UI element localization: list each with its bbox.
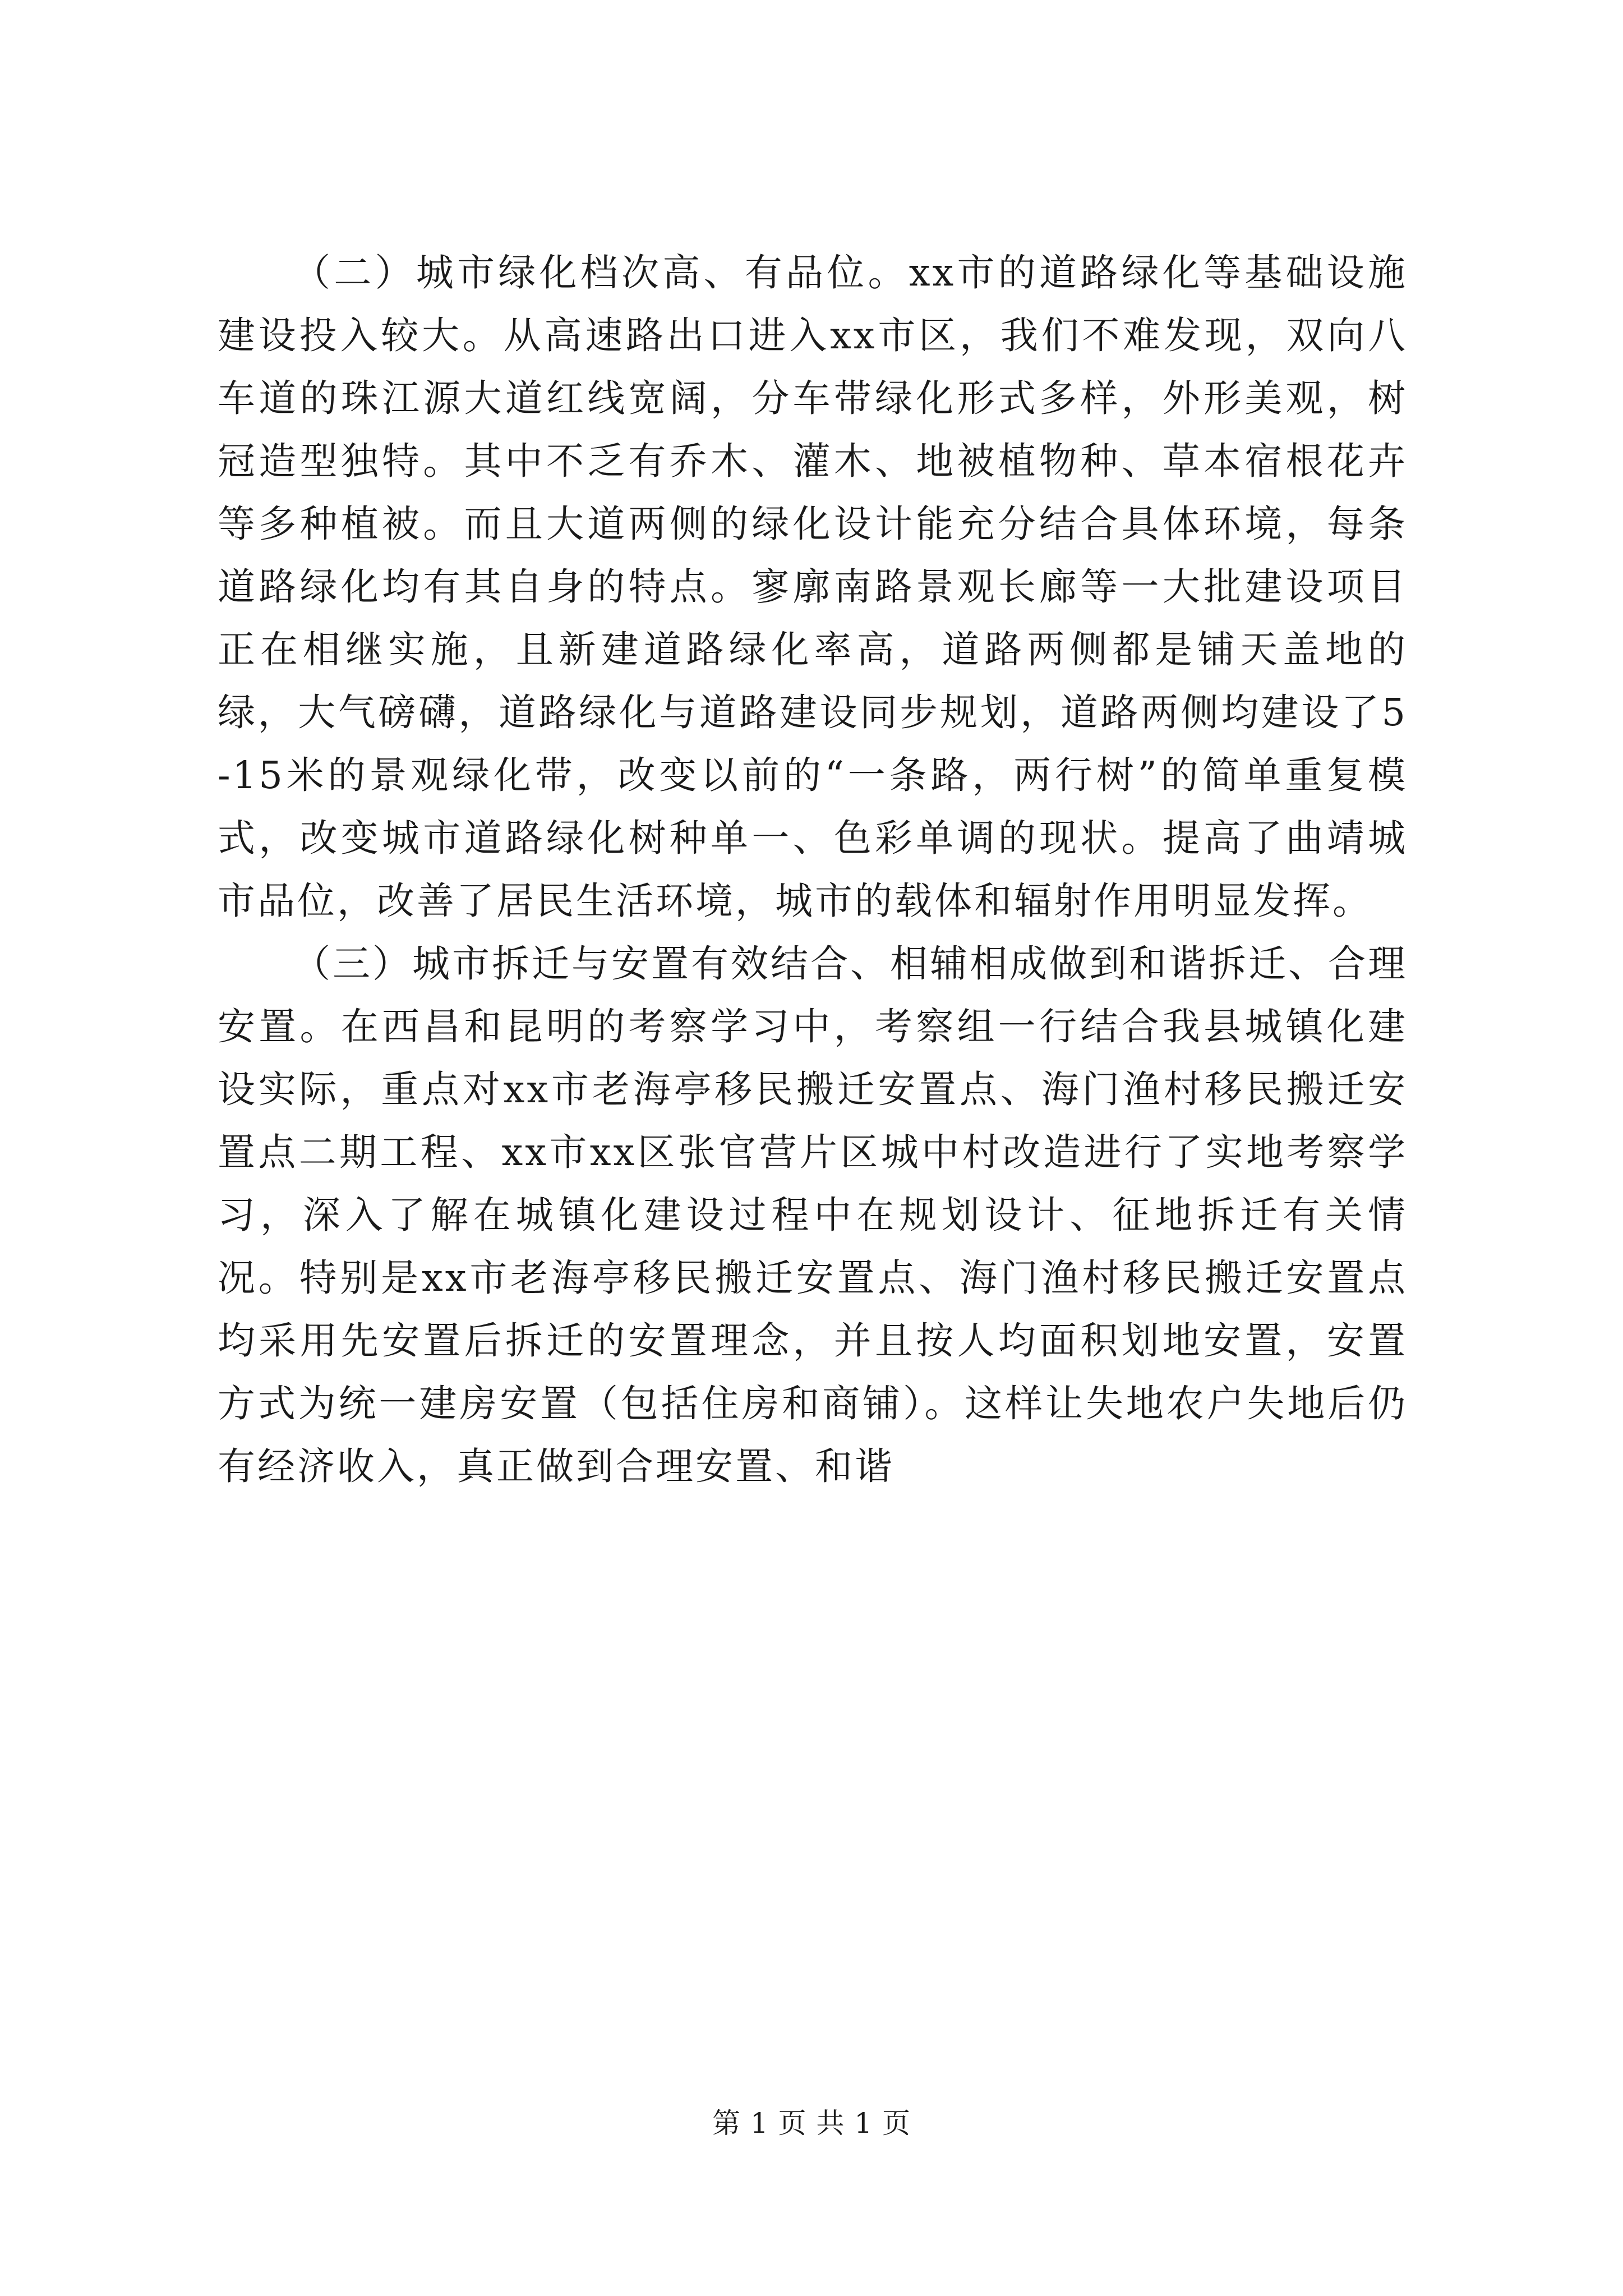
paragraph-demolition-resettlement: （三）城市拆迁与安置有效结合、相辅相成做到和谐拆迁、合理安置。在西昌和昆明的考察学习中，考察组一行结合我县城镇化建设实际，重点对xx市老海亭移民搬迁安置点、海门渔村移民搬迁安置点二期工程、xx市xx区张官营片区城中村改造进行了实地考察学习，深入了解在城镇化建设过程中在规划设计、征地拆迁有关情况。特别是xx市老海亭移民搬迁安置点、海门渔村移民搬迁安置点均采用先安置后拆迁的安置理念，并且按人均面积划地安置，安置方式为统一建房安置（包括住房和商铺）。这样让失地农户失地后仍有经济收入，真正做到合理安置、和谐 — [218, 942, 1408, 1488]
paragraph-urban-greening: （二）城市绿化档次高、有品位。xx市的道路绿化等基础设施建设投入较大。从高速路出口进入xx市区，我们不难发现，双向八车道的珠江源大道红线宽阔，分车带绿化形式多样，外形美观，树冠造型独特。其中不乏有乔木、灌木、地被植物种、草本宿根花卉等多种植被。而且大道两侧的绿化设计能充分结合具体环境，每条道路绿化均有其自身的特点。寥廓南路景观长廊等一大批建设项目正在相继实施，且新建道路绿化率高，道路两侧都是铺天盖地的绿，大气磅礴，道路绿化与道路建设同步规划，道路两侧均建设了5-15米的景观绿化带，改变以前的“一条路，两行树”的简单重复模式，改变城市道路绿化树种单一、色彩单调的现状。提高了曲靖城市品位，改善了居民生活环境，城市的载体和辐射作用明显发挥。 — [218, 251, 1408, 923]
document-body — [218, 241, 1408, 1498]
page-footer: 第 1 页 共 1 页 — [712, 2107, 911, 2139]
